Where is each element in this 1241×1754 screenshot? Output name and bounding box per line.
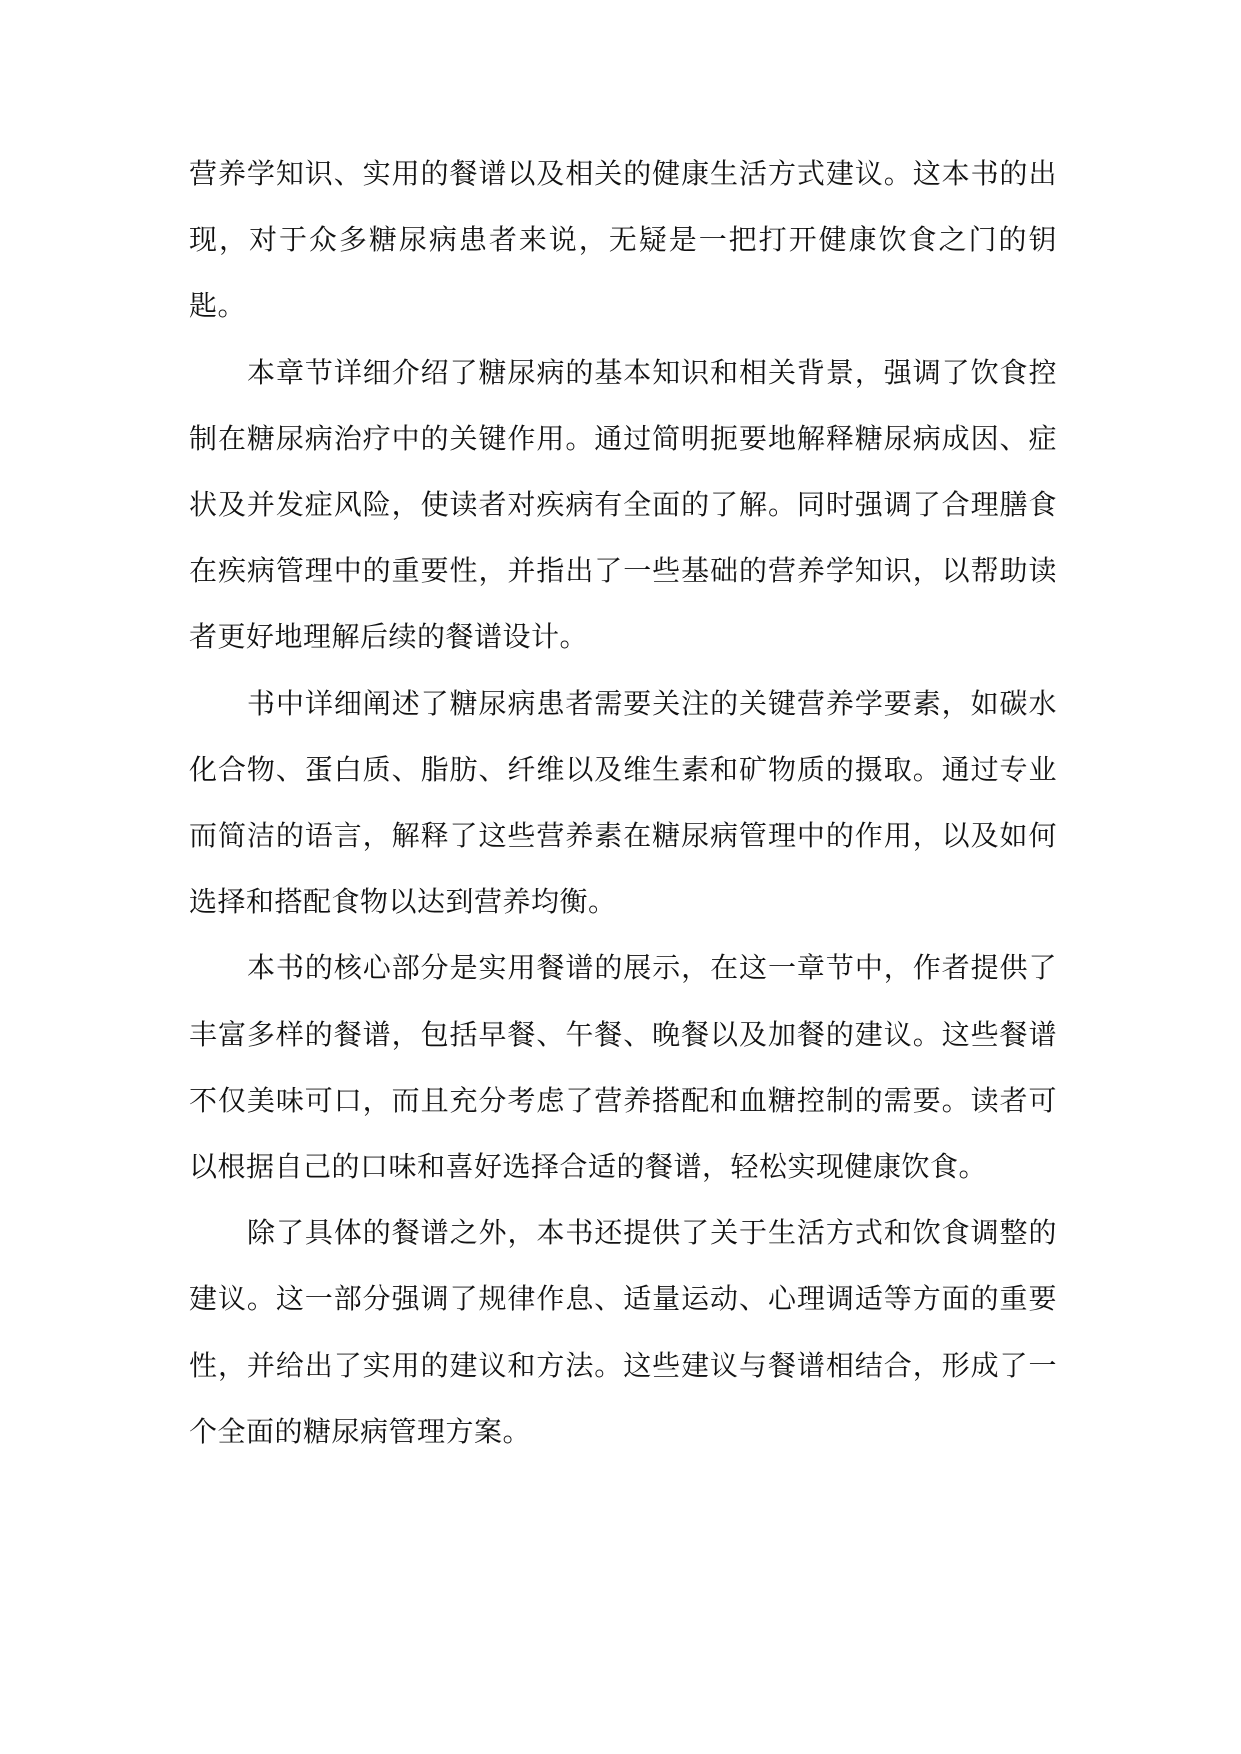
- body-text: [189, 141, 1057, 1465]
- paragraph-chapter-intro: 本章节详细介绍了糖尿病的基本知识和相关背景，强调了饮食控制在糖尿病治疗中的关键作用。通过简明扼要地解释糖尿病成因、症状及并发症风险，使读者对疾病有全面的了解。同时强调了合理膳食在疾病管理中的重要性，并指出了一些基础的营养学知识，以帮助读者更好地理解后续的餐谱设计。: [189, 355, 1057, 654]
- paragraph-nutrition-elements: 书中详细阐述了糖尿病患者需要关注的关键营养学要素，如碳水化合物、蛋白质、脂肪、纤维以及维生素和矿物质的摄取。通过专业而简洁的语言，解释了这些营养素在糖尿病管理中的作用，以及如何选择和搭配食物以达到营养均衡。: [189, 686, 1057, 919]
- paragraph-continued: 营养学知识、实用的餐谱以及相关的健康生活方式建议。这本书的出现，对于众多糖尿病患者来说，无疑是一把打开健康饮食之门的钥匙。: [189, 157, 1057, 323]
- paragraph-lifestyle: 除了具体的餐谱之外，本书还提供了关于生活方式和饮食调整的建议。这一部分强调了规律作息、适量运动、心理调适等方面的重要性，并给出了实用的建议和方法。这些建议与餐谱相结合，形成了一个全面的糖尿病管理方案。: [189, 1216, 1057, 1448]
- paragraph-recipes: 本书的核心部分是实用餐谱的展示，在这一章节中，作者提供了丰富多样的餐谱，包括早餐、午餐、晚餐以及加餐的建议。这些餐谱不仅美味可口，而且充分考虑了营养搭配和血糖控制的需要。读者可以根据自己的口味和喜好选择合适的餐谱，轻松实现健康饮食。: [189, 951, 1057, 1184]
